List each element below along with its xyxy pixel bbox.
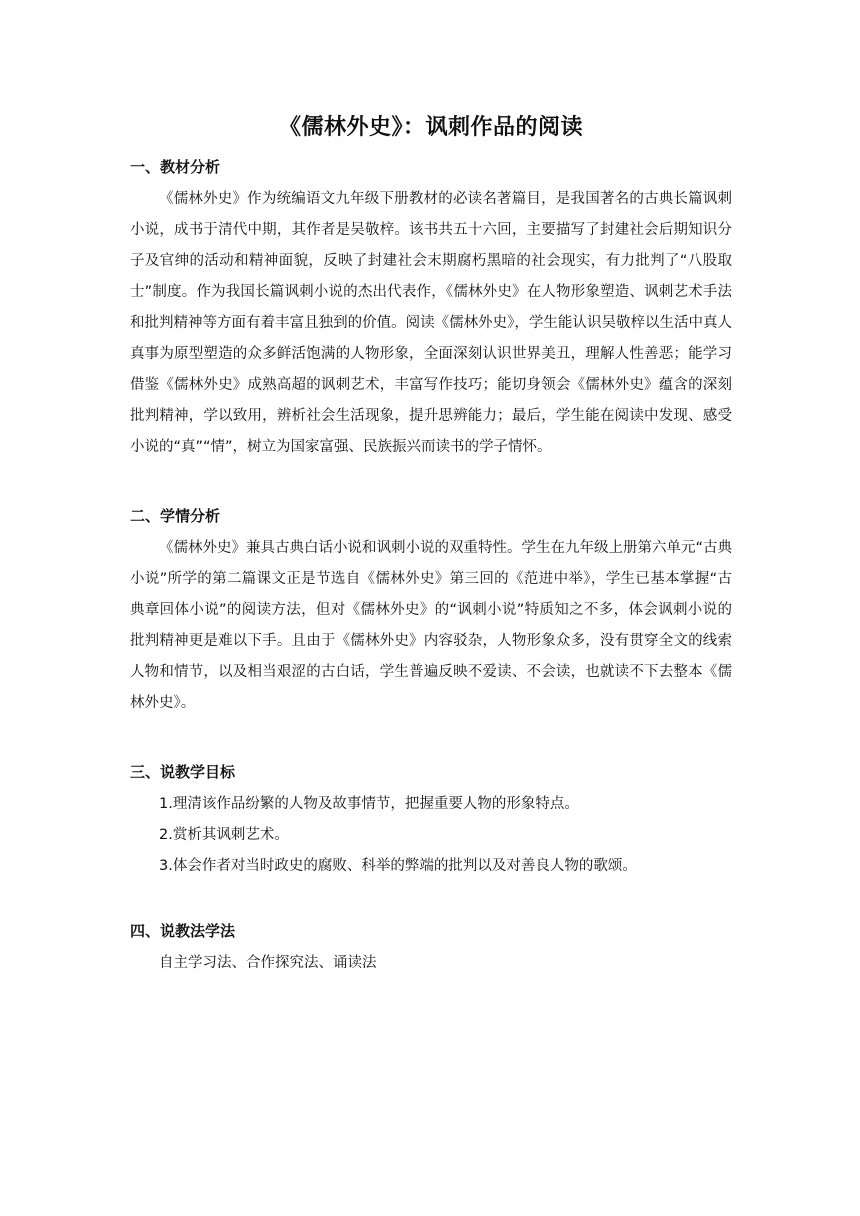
methods-text: 自主学习法、合作探究法、诵读法	[159, 955, 377, 971]
spacer	[130, 719, 732, 759]
section-heading: 三、说教学目标	[130, 763, 236, 781]
section-textbook-analysis	[130, 154, 732, 463]
spacer	[130, 882, 732, 918]
section-paragraph: 《儒林外史》兼具古典白话小说和讽刺小说的双重特性。学生在九年级上册第六单元“古典小说”所学的第二篇课文正是节选自《儒林外史》第三回的《范进中举》，学生已基本掌握“古典章回体小说”的阅读方法，但对《儒林外史》的“讽刺小说”特质知之不多，体会讽刺小说的批判精神更是难以下手。且由于《儒林外史》内容驳杂，人物形象众多，没有贯穿全文的线索人物和情节，以及相当艰涩的古白话，学生普遍反映不爱读、不会读，也就读不下去整本《儒林外史》。	[130, 540, 733, 711]
section-learner-analysis	[130, 503, 732, 719]
document-body	[130, 108, 732, 979]
section-paragraph: 《儒林外史》作为统编语文九年级下册教材的必读名著篇目，是我国著名的古典长篇讽刺小说，成书于清代中期，其作者是吴敬梓。该书共五十六回，主要描写了封建社会后期知识分子及官绅的活动和精神面貌，反映了封建社会末期腐朽黑暗的社会现实，有力批判了“八股取士”制度。作为我国长篇讽刺小说的杰出代表作，《儒林外史》在人物形象塑造、讽刺艺术手法和批判精神等方面有着丰富且独到的价值。阅读《儒林外史》，学生能认识吴敬梓以生活中真人真事为原型塑造的众多鲜活饱满的人物形象，全面深刻认识世界美丑，理解人性善恶；能学习借鉴《儒林外史》成熟高超的讽刺艺术，丰富写作技巧；能切身领会《儒林外史》蕴含的深刻批判精神，学以致用，辨析社会生活现象，提升思辨能力；最后，学生能在阅读中发现、感受小说的“真”“情”，树立为国家富强、民族振兴而读书的学子情怀。	[130, 191, 732, 455]
section-heading: 四、说教法学法	[130, 922, 236, 940]
spacer	[130, 463, 732, 503]
section-heading: 二、学情分析	[130, 507, 221, 525]
goal-item: 3.体会作者对当时政史的腐败、科举的弊端的批判以及对善良人物的歌颂。	[159, 858, 637, 874]
section-teaching-goals	[130, 759, 732, 882]
goal-item: 2.赏析其讽刺艺术。	[159, 827, 289, 843]
goal-item: 1.理清该作品纷繁的人物及故事情节，把握重要人物的形象特点。	[159, 796, 579, 812]
section-heading: 一、教材分析	[130, 158, 221, 176]
section-teaching-methods	[130, 918, 732, 979]
document-title: 《儒林外史》：讽刺作品的阅读	[278, 115, 583, 140]
